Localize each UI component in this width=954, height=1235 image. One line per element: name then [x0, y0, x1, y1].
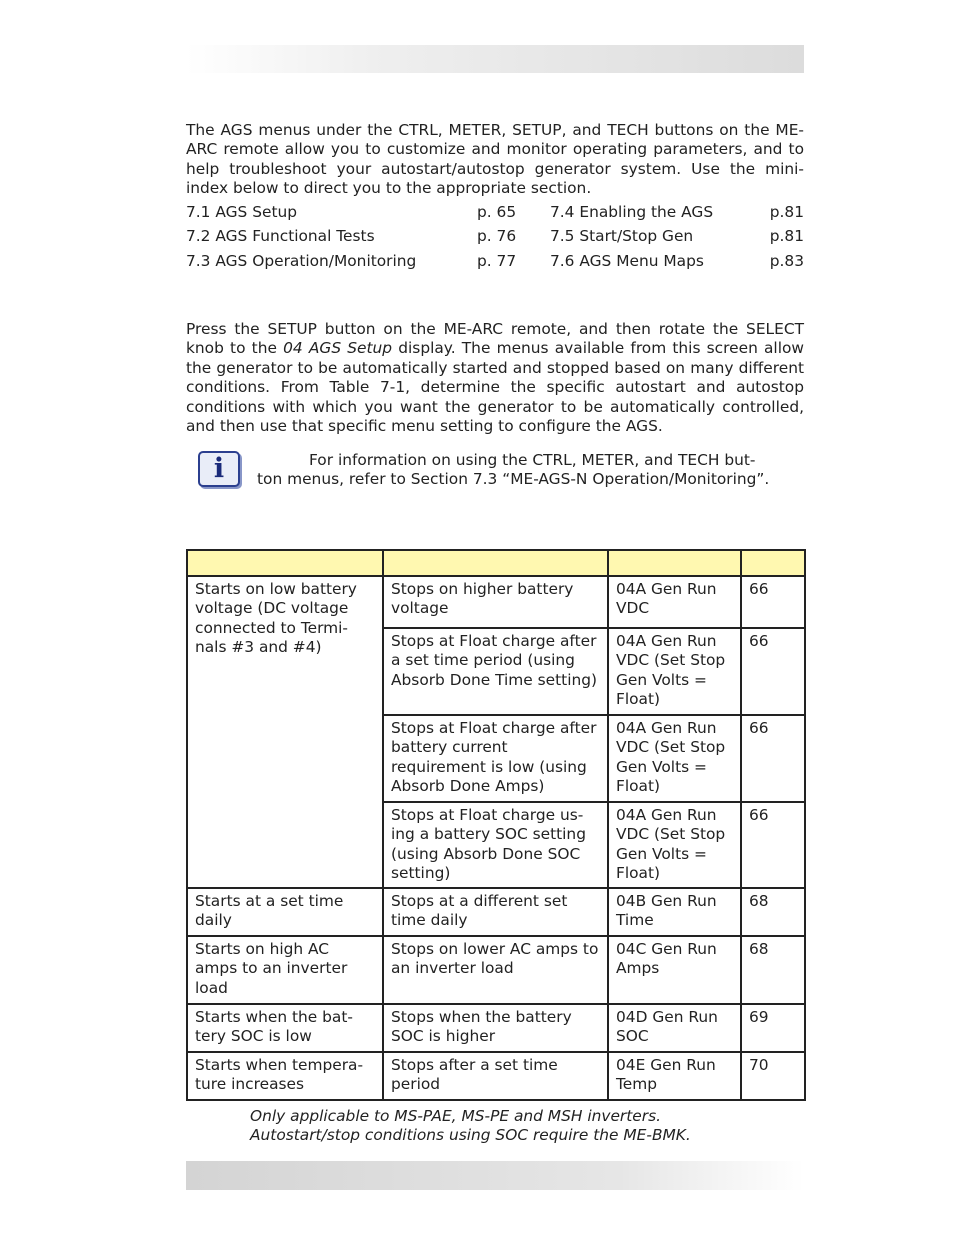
index-page: p. 65 [477, 203, 517, 221]
autostop-condition: Stops at Float charge after battery current requirement is low (using Absorb Done Amps) [383, 715, 608, 802]
index-page: p.83 [769, 252, 804, 270]
menu-setting: 04C Gen Run Amps [608, 936, 741, 1004]
index-title[interactable]: 7.5 Start/Stop Gen [550, 227, 694, 245]
table-header-cell [383, 550, 608, 576]
index-page: p. 76 [477, 227, 517, 245]
autostop-condition: Stops at a different set time daily [383, 888, 608, 936]
table-row [187, 888, 805, 936]
index-title[interactable]: 7.1 AGS Setup [186, 203, 298, 221]
menu-setting: 04D Gen Run SOC [608, 1004, 741, 1052]
table-header-cell [608, 550, 741, 576]
index-page: p.81 [769, 227, 804, 245]
mini-index-row [186, 201, 804, 223]
index-title[interactable]: 7.3 AGS Operation/Monitoring [186, 252, 417, 270]
page-reference: 70 [741, 1052, 805, 1100]
autostart-condition: Starts at a set time daily [187, 888, 383, 936]
autostart-condition: Starts on low battery voltage (DC voltage connected to Termi-nals #3 and #4) [187, 576, 383, 888]
table-header-cell [741, 550, 805, 576]
autostop-condition: Stops at Float charge us-ing a battery SOC setting (using Absorb Done SOC setting) [383, 802, 608, 888]
autostart-condition: Starts on high AC amps to an inverter load [187, 936, 383, 1004]
footnote: Autostart/stop conditions using SOC require the ME-BMK. [250, 1126, 691, 1145]
setup-text: display. The menus available from this screen allow the generator to be automatically started and stopped based on many different conditions. From Table 7-1, determine the specific autostart and autostop conditions with which you want the generator to be automatically controlled, and then use that specific menu setting to configure the AGS. [186, 339, 804, 436]
info-note-line: ton menus, refer to Section 7.3 “ME-AGS-N Operation/Monitoring”. [257, 470, 770, 489]
setup-paragraph [186, 320, 804, 436]
index-page: p.81 [769, 203, 804, 221]
page-reference: 69 [741, 1004, 805, 1052]
setup-text: Press the SETUP button on the ME-ARC remote, and then rotate the SELECT knob to the [186, 320, 804, 358]
index-title[interactable]: 7.4 Enabling the AGS [550, 203, 714, 221]
autostop-condition: Stops on lower AC amps to an inverter load [383, 936, 608, 1004]
table-header-cell [187, 550, 383, 576]
info-note [257, 451, 797, 490]
autostart-condition: Starts when the bat-tery SOC is low [187, 1004, 383, 1052]
autostop-condition: Stops when the battery SOC is higher [383, 1004, 608, 1052]
autostart-condition: Starts when tempera-ture increases [187, 1052, 383, 1100]
table-footnotes [250, 1107, 810, 1146]
autostop-condition: Stops at Float charge after a set time period (using Absorb Done Time setting) [383, 628, 608, 715]
ags-conditions-table [186, 549, 806, 1101]
mini-index-row [186, 225, 804, 247]
info-note-line: For information on using the CTRL, METER, and TECH but- [309, 451, 756, 469]
header-bar [186, 45, 804, 73]
menu-setting: 04A Gen Run VDC (Set Stop Gen Volts = Float) [608, 802, 741, 888]
page-reference: 66 [741, 628, 805, 715]
mini-index-row [186, 250, 804, 272]
footer-bar [186, 1161, 804, 1190]
table-row [187, 1052, 805, 1100]
info-icon: i [198, 451, 240, 487]
page-reference: 68 [741, 936, 805, 1004]
page-reference: 66 [741, 576, 805, 628]
index-page: p. 77 [477, 252, 517, 270]
page-reference: 68 [741, 888, 805, 936]
autostop-condition: Stops after a set time period [383, 1052, 608, 1100]
page-reference: 66 [741, 802, 805, 888]
index-title[interactable]: 7.2 AGS Functional Tests [186, 227, 375, 245]
setup-display-name: 04 AGS Setup [283, 339, 393, 358]
menu-setting: 04E Gen Run Temp [608, 1052, 741, 1100]
intro-paragraph: The AGS menus under the CTRL, METER, SETUP, and TECH buttons on the ME-ARC remote allow you to customize and monitor operating parameters, and to help troubleshoot your autostart/autostop generator system. Use the mini-index below to direct you to the appropriate section. [186, 121, 804, 198]
page-reference: 66 [741, 715, 805, 802]
menu-setting: 04A Gen Run VDC (Set Stop Gen Volts = Float) [608, 715, 741, 802]
table-row [187, 576, 805, 628]
table-header-row [187, 550, 805, 576]
footnote: Only applicable to MS-PAE, MS-PE and MSH inverters. [250, 1107, 662, 1125]
index-title[interactable]: 7.6 AGS Menu Maps [550, 252, 704, 270]
menu-setting: 04B Gen Run Time [608, 888, 741, 936]
autostop-condition: Stops on higher battery voltage [383, 576, 608, 628]
table-row [187, 1004, 805, 1052]
table-row [187, 936, 805, 1004]
menu-setting: 04A Gen Run VDC [608, 576, 741, 628]
menu-setting: 04A Gen Run VDC (Set Stop Gen Volts = Float) [608, 628, 741, 715]
